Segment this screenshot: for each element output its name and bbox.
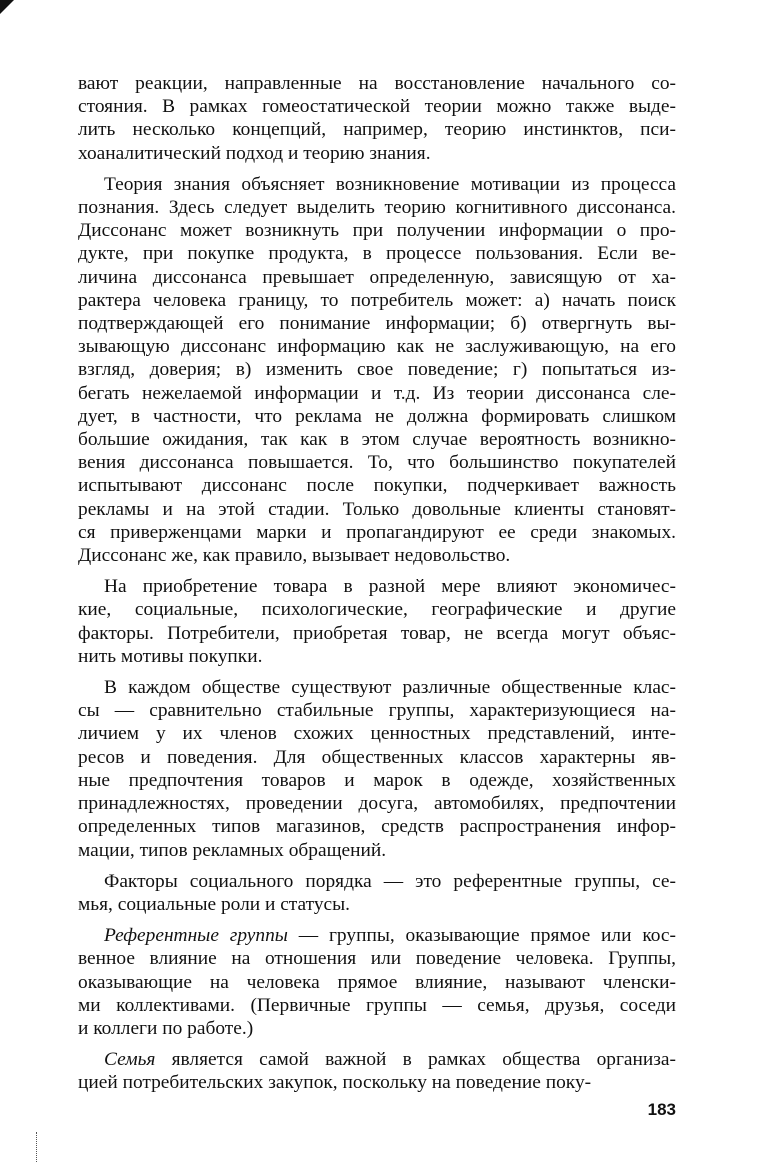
text-line: принадлежностях, проведении досуга, автомобилях, предпочтении <box>78 793 676 815</box>
text-line: личина диссонанса превышает определенную, зависящую от ха- <box>78 266 676 288</box>
text-line: взгляд, доверия; в) изменить свое поведение; г) попытаться из- <box>78 359 676 381</box>
text-line: На приобретение товара в разной мере влияют экономичес- <box>104 576 676 598</box>
paragraph <box>78 676 676 862</box>
text-line: личием у их членов схожих ценностных представлений, инте- <box>78 723 676 745</box>
page-body <box>78 72 676 1103</box>
paragraph <box>78 575 676 668</box>
text-line: Диссонанс может возникнуть при получении информации о про- <box>78 220 676 242</box>
text-line: стояния. В рамках гомеостатической теории можно также выде- <box>78 96 676 118</box>
paragraph <box>78 1048 676 1094</box>
text-line: рактера человека границу, то потребитель может: а) начать поиск <box>78 289 676 311</box>
text-line: познания. Здесь следует выделить теорию когнитивного диссонанса. <box>78 197 676 219</box>
text-line: дует, в частности, что реклама не должна формировать слишком <box>78 405 676 427</box>
text-line: мья, социальные роли и статусы. <box>78 893 351 915</box>
text-line: нить мотивы покупки. <box>78 645 263 667</box>
text-line: мации, типов рекламных обращений. <box>78 839 387 861</box>
text-line: зывающую диссонанс информацию как не заслуживающую, на его <box>78 336 676 358</box>
text-line: В каждом обществе существуют различные общественные клас- <box>104 677 676 699</box>
text-line: венное влияние на отношения или поведение человека. Группы, <box>78 948 676 970</box>
text-line: вают реакции, направленные на восстановление начального со- <box>78 73 676 94</box>
paragraph <box>78 72 676 165</box>
text-line: ресов и поведения. Для общественных классов характерны яв- <box>78 746 676 768</box>
paragraph <box>78 870 676 916</box>
text-line <box>78 924 676 947</box>
text-line: вения диссонанса повышается. То, что большинство покупателей <box>78 452 676 474</box>
text-line <box>78 1048 676 1071</box>
text-line: большие ожидания, так как в этом случае вероятность возникно- <box>78 429 676 451</box>
text-line: ные предпочтения товаров и марок в одежде, хозяйственных <box>78 769 676 791</box>
text-line: бегать нежелаемой информации и т.д. Из теории диссонанса сле- <box>78 382 676 404</box>
paragraph <box>78 173 676 567</box>
text-line: хоаналитический подход и теорию знания. <box>78 142 431 164</box>
italic-term: Референтные группы <box>104 925 288 947</box>
text-line: рекламы и на этой стадии. Только довольные клиенты становят- <box>78 498 676 520</box>
text-line: оказывающие на человека прямое влияние, называют членски- <box>78 971 676 993</box>
paragraph <box>78 924 676 1040</box>
line-text: — группы, оказывающие прямое или кос- <box>287 925 676 947</box>
text-line: и коллеги по работе.) <box>78 1017 254 1039</box>
text-line: определенных типов магазинов, средств распространения инфор- <box>78 816 676 838</box>
text-line: Факторы социального порядка — это референтные группы, се- <box>104 870 676 892</box>
italic-term: Семья <box>104 1049 156 1071</box>
page-number: 183 <box>647 1100 676 1119</box>
text-line: цией потребительских закупок, поскольку на поведение поку- <box>78 1072 592 1094</box>
text-line: факторы. Потребители, приобретая товар, не всегда могут объяс- <box>78 622 676 644</box>
text-line: сы — сравнительно стабильные группы, характеризующиеся на- <box>78 700 676 722</box>
line-text: является самой важной в рамках общества организа- <box>155 1049 676 1071</box>
text-line: ся приверженцами марки и пропагандируют ее среди знакомых. <box>78 521 676 543</box>
text-line: ми коллективами. (Первичные группы — семья, друзья, соседи <box>78 994 676 1016</box>
text-line: кие, социальные, психологические, географические и другие <box>78 599 676 621</box>
text-line: Теория знания объясняет возникновение мотивации из процесса <box>104 173 676 195</box>
text-line: подтверждающей его понимание информации; б) отвергнуть вы- <box>78 313 676 335</box>
text-line: дукте, при покупке продукта, в процессе пользования. Если ве- <box>78 243 676 265</box>
text-line: испытывают диссонанс после покупки, подчеркивает важность <box>78 475 676 497</box>
text-line: лить несколько концепций, например, теорию инстинктов, пси- <box>78 119 676 141</box>
binding-edge-mark <box>36 1132 38 1162</box>
scan-corner-mark <box>0 0 14 14</box>
text-line: Диссонанс же, как правило, вызывает недовольство. <box>78 545 511 567</box>
